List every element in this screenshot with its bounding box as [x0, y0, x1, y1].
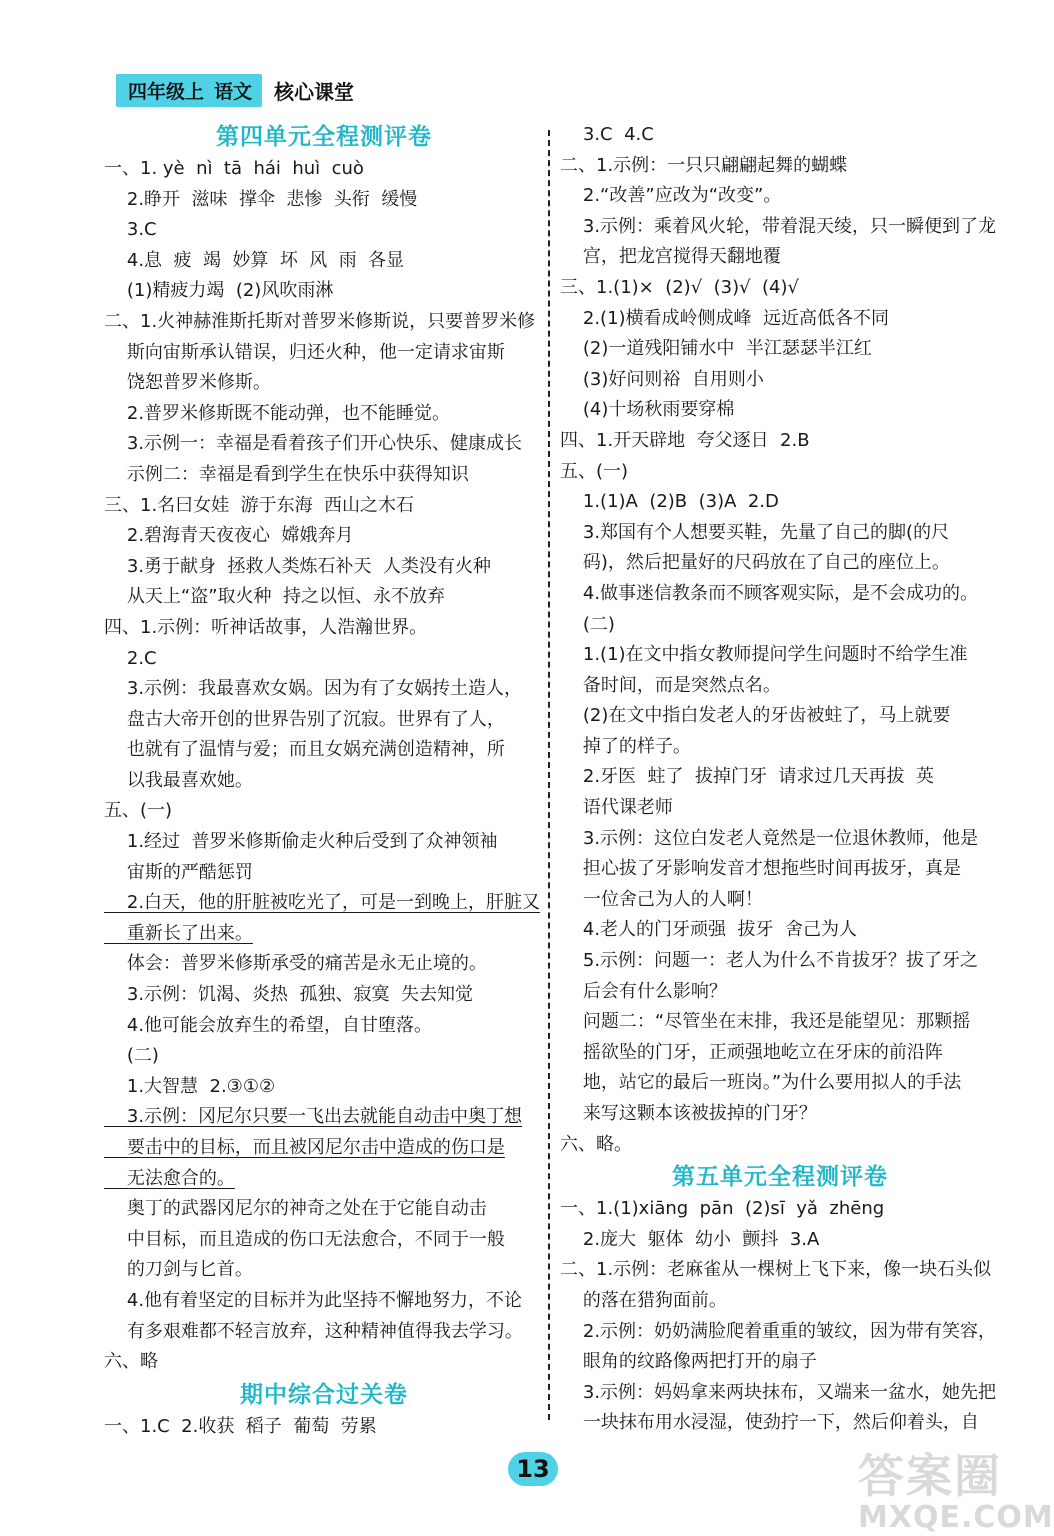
answer-line: 1.(1)在文中指女教师提问学生问题时不给学生准 — [560, 644, 968, 666]
answer-line: 宫，把龙宫搅得天翻地覆 — [560, 246, 781, 268]
answer-line: (1)精疲力竭 (2)风吹雨淋 — [104, 280, 334, 302]
answer-line: 掉了的样子。 — [560, 735, 691, 757]
answer-line: 六、略 — [104, 1351, 158, 1373]
answer-line: 3.C — [104, 219, 157, 241]
answer-line: 盘古大帝开创的世界告别了沉寂。世界有了人， — [104, 708, 505, 730]
answer-line: 的落在猎狗面前。 — [560, 1289, 727, 1311]
answer-line: 斯向宙斯承认错误，归还火种，他一定请求宙斯 — [104, 341, 505, 363]
watermark-text: 答案圈 — [858, 1449, 1002, 1503]
answer-line: 2.庞大 躯体 幼小 颤抖 3.A — [560, 1228, 820, 1250]
answer-line: 1.经过 普罗米修斯偷走火种后受到了众神领袖 — [104, 831, 498, 853]
answer-line: 后会有什么影响？ — [560, 980, 727, 1002]
answer-line: 二、1.示例：老麻雀从一棵树上飞下来，像一块石头似 — [560, 1259, 992, 1281]
answer-line: (3)好问则裕 自用则小 — [560, 368, 764, 390]
answer-line: 有多艰难都不轻言放弃，这种精神值得我去学习。 — [104, 1320, 523, 1342]
answer-line: 二、1.示例：一只只翩翩起舞的蝴蝶 — [560, 154, 848, 176]
column-divider — [548, 130, 550, 1420]
answer-line: 五、(一) — [104, 800, 173, 822]
grade-label: 四年级上 — [128, 80, 205, 103]
answer-line: 2.白天，他的肝脏被吃光了，可是一到晚上，肝脏又 — [104, 892, 541, 914]
answer-line: 宙斯的严酷惩罚 — [104, 861, 253, 883]
answer-line: 3.示例：冈尼尔只要一飞出去就能自动击中奥丁想 — [104, 1106, 523, 1128]
answer-line: 要击中的目标，而且被冈尼尔击中造成的伤口是 — [104, 1137, 505, 1158]
answer-line: 四、1.开天辟地 夸父逐日 2.B — [560, 429, 810, 451]
answer-line: 3.郑国有个人想要买鞋，先量了自己的脚(的尺 — [560, 521, 950, 543]
answer-line: 4.息 疲 竭 妙算 坏 风 雨 各显 — [104, 249, 405, 271]
left-column — [104, 120, 544, 1442]
left-answer-lines — [104, 154, 544, 1378]
answer-line: 3.示例：我最喜欢女娲。因为有了女娲抟土造人， — [104, 678, 523, 700]
answer-line: 中目标，而且造成的伤口无法愈合，不同于一般 — [104, 1228, 505, 1250]
answer-line: 来写这颗本该被拔掉的门牙？ — [560, 1103, 817, 1124]
answer-line: 2.碧海青天夜夜心 嫦娥奔月 — [104, 525, 354, 547]
answer-line: 一、1.(1)xiāng pān (2)sī yǎ zhēng — [560, 1198, 885, 1220]
answer-line: 示例二：幸福是看到学生在快乐中获得知识 — [104, 463, 469, 485]
answer-line: 3.示例一：幸福是看着孩子们开心快乐、健康成长 — [104, 433, 523, 455]
answer-line: (二) — [104, 1045, 159, 1067]
answer-line: 3.C 4.C — [560, 124, 654, 145]
watermark-url: MXQE.COM — [858, 1500, 1054, 1535]
answer-line: 三、1.(1)× (2)√ (3)√ (4)√ — [560, 276, 799, 298]
right-column — [560, 120, 1000, 1439]
answer-line: 摇欲坠的门牙，正顽强地屹立在牙床的前沿阵 — [560, 1041, 943, 1063]
grade-badge — [116, 74, 262, 107]
answer-line: 语代课老师 — [560, 797, 673, 819]
answer-line: 4.老人的门牙顽强 拔牙 舍己为人 — [560, 919, 857, 941]
answer-line: 无法愈合的。 — [104, 1167, 235, 1189]
answer-line: 一位舍己为人的人啊！ — [560, 888, 763, 910]
answer-line: 3.示例：妈妈拿来两块抹布，又端来一盆水，她先把 — [560, 1381, 997, 1403]
answer-line: 也就有了温情与爱；而且女娲充满创造精神，所 — [104, 739, 505, 761]
section-title-midterm: 期中综合过关卷 — [240, 1381, 408, 1408]
answer-line: 3.示例：这位白发老人竟然是一位退休教师，他是 — [560, 827, 979, 849]
answer-line: 二、1.火神赫淮斯托斯对普罗米修斯说，只要普罗米修 — [104, 310, 536, 332]
answer-line: 2.普罗米修斯既不能动弹，也不能睡觉。 — [104, 402, 451, 424]
answer-line: (2)一道残阳铺水中 半江瑟瑟半江红 — [560, 338, 872, 360]
subject-label: 语文 — [214, 80, 253, 103]
answer-line: 2.C — [104, 647, 157, 669]
answer-line: (二) — [560, 613, 615, 635]
answer-line: 六、略。 — [560, 1133, 632, 1155]
answer-line: 问题二：“尽管坐在末排，我还是能望见：那颗摇 — [560, 1011, 971, 1033]
answer-line: 1.(1)A (2)B (3)A 2.D — [560, 491, 779, 513]
answer-line: 2.(1)横看成岭侧成峰 远近高低各不同 — [560, 307, 889, 329]
section-title-unit4: 第四单元全程测评卷 — [216, 124, 432, 150]
answer-line: 2.牙医 蛀了 拔掉门牙 请求过几天再拔 英 — [560, 766, 934, 788]
answer-line: 体会：普罗米修斯承受的痛苦是永无止境的。 — [104, 953, 487, 975]
answer-line: 码)，然后把量好的尺码放在了自己的座位上。 — [560, 552, 950, 574]
answer-line: 2.示例：奶奶满脸爬着重重的皱纹，因为带有笑容， — [560, 1320, 997, 1342]
answer-line: 3.示例：饥渴、炎热 孤独、寂寞 失去知觉 — [104, 984, 473, 1006]
answer-line: 2.睁开 滋味 撑伞 悲惨 头衔 缓慢 — [104, 188, 418, 210]
right-answer-lines-2 — [560, 1194, 1000, 1439]
series-title: 核心课堂 — [274, 79, 355, 104]
answer-line: 一、1.C 2.收获 稻子 葡萄 劳累 — [104, 1415, 377, 1437]
watermark-logo — [858, 1440, 1054, 1535]
answer-line: 3.勇于献身 拯救人类炼石补天 人类没有火种 — [104, 555, 491, 577]
answer-line: 担心拔了牙影响发音才想拖些时间再拔牙，真是 — [560, 858, 961, 880]
answer-line: 2.“改善”应改为“改变”。 — [560, 185, 782, 207]
answer-line: 四、1.示例：听神话故事，人浩瀚世界。 — [104, 616, 428, 638]
answer-line: 从天上“盗”取火种 持之以恒、永不放弃 — [104, 586, 445, 608]
left-answer-lines-2 — [104, 1412, 544, 1443]
answer-line: 奥丁的武器冈尼尔的神奇之处在于它能自动击 — [104, 1198, 487, 1220]
page-header — [116, 74, 354, 106]
answer-line: 1.大智慧 2.③①② — [104, 1075, 276, 1097]
answer-line: 饶恕普罗米修斯。 — [104, 372, 271, 394]
answer-line: 以我最喜欢她。 — [104, 769, 253, 791]
page-number: 13 — [508, 1452, 558, 1486]
answer-line: 一块抹布用水浸湿，使劲拧一下，然后仰着头，自 — [560, 1412, 979, 1434]
answer-line: (2)在文中指白发老人的牙齿被蛀了，马上就要 — [560, 705, 951, 727]
answer-line: 4.做事迷信教条而不顾客观实际，是不会成功的。 — [560, 582, 979, 604]
answer-line: 一、1. yè nì tā hái huì cuò — [104, 158, 364, 179]
answer-line: (4)十场秋雨要穿棉 — [560, 399, 735, 421]
answer-line: 的刀剑与匕首。 — [104, 1259, 253, 1281]
answer-line: 眼角的纹路像两把打开的扇子 — [560, 1351, 817, 1373]
answer-line: 5.示例：问题一：老人为什么不肯拔牙？拔了牙之 — [560, 950, 979, 972]
answer-line: 备时间，而是突然点名。 — [560, 674, 781, 696]
right-answer-lines — [560, 120, 1000, 1160]
answer-line: 三、1.名曰女娃 游于东海 西山之木石 — [104, 494, 415, 516]
section-title-unit5: 第五单元全程测评卷 — [672, 1164, 888, 1191]
answer-line: 3.示例：乘着风火轮，带着混天绫，只一瞬便到了龙 — [560, 215, 997, 237]
answer-line: 重新长了出来。 — [104, 922, 253, 944]
answer-line: 五、(一) — [560, 460, 629, 482]
answer-line: 地，站它的最后一班岗。”为什么要用拟人的手法 — [560, 1072, 962, 1094]
answer-line: 4.他可能会放弃生的希望，自甘堕落。 — [104, 1014, 433, 1036]
answer-line: 4.他有着坚定的目标并为此坚持不懈地努力，不论 — [104, 1289, 523, 1311]
